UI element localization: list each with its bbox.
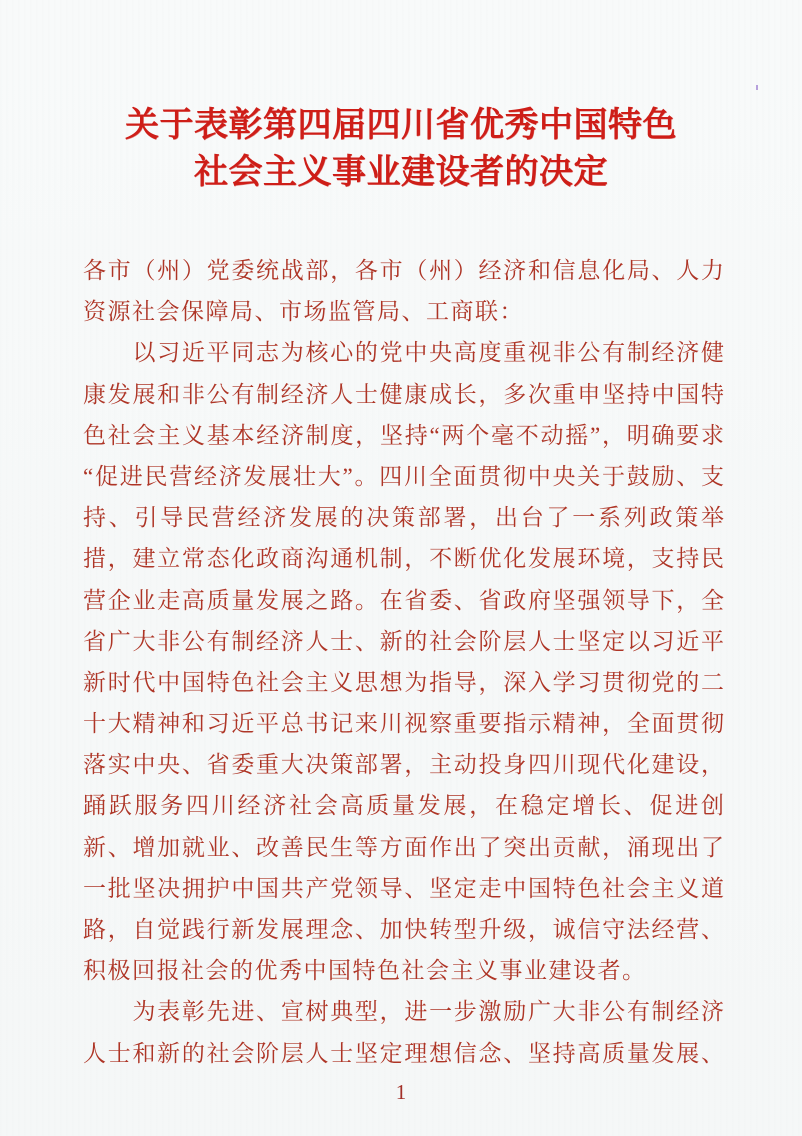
- body-line: 路，自觉践行新发展理念、加快转型升级，诚信守法经营、: [83, 917, 724, 942]
- body-line: 一批坚决拥护中国共产党领导、坚定走中国特色社会主义道: [83, 875, 724, 901]
- body-line: 康发展和非公有制经济人士健康成长，多次重申坚持中国特: [83, 381, 724, 407]
- body-line: 人士和新的社会阶层人士坚定理想信念、坚持高质量发展、: [83, 1040, 724, 1066]
- body-line: 以习近平同志为核心的党中央高度重视非公有制经济健: [83, 340, 724, 366]
- body-line: 措，建立常态化政商沟通机制，不断优化发展环境，支持民: [83, 546, 724, 572]
- body-line: 新时代中国特色社会主义思想为指导，深入学习贯彻党的二: [83, 669, 724, 695]
- body-line: 新、增加就业、改善民生等方面作出了突出贡献，涌现出了: [83, 834, 724, 860]
- document-title: [0, 102, 802, 196]
- body-line: 踊跃服务四川经济社会高质量发展，在稳定增长、促进创: [83, 793, 724, 819]
- body-line: 为表彰先进、宣树典型，进一步激励广大非公有制经济: [83, 999, 724, 1025]
- body-line: 十大精神和习近平总书记来川视察重要指示精神，全面贯彻: [83, 711, 724, 737]
- body-line: 资源社会保障局、市场监管局、工商联：: [83, 299, 524, 325]
- document-body: [83, 250, 724, 1074]
- body-line: “促进民营经济发展壮大”。四川全面贯彻中央关于鼓励、支: [83, 463, 724, 489]
- body-line: 营企业走高质量发展之路。在省委、省政府坚强领导下，全: [83, 587, 724, 613]
- body-line: 各市（州）党委统战部，各市（州）经济和信息化局、人力: [83, 258, 724, 283]
- body-line: 省广大非公有制经济人士、新的社会阶层人士坚定以习近平: [83, 628, 724, 654]
- scan-noise-speck: [756, 85, 758, 90]
- document-title-line-2: 社会主义事业建设者的决定: [194, 154, 608, 191]
- document-title-line-1: 关于表彰第四届四川省优秀中国特色: [125, 107, 677, 144]
- body-line: 积极回报社会的优秀中国特色社会主义事业建设者。: [83, 958, 647, 984]
- body-line: 持、引导民营经济发展的决策部署，出台了一系列政策举: [83, 505, 724, 531]
- body-line: 落实中央、省委重大决策部署，主动投身四川现代化建设，: [83, 752, 724, 778]
- page-number: 1: [395, 1080, 407, 1104]
- body-line: 色社会主义基本经济制度，坚持“两个毫不动摇”，明确要求: [83, 422, 724, 448]
